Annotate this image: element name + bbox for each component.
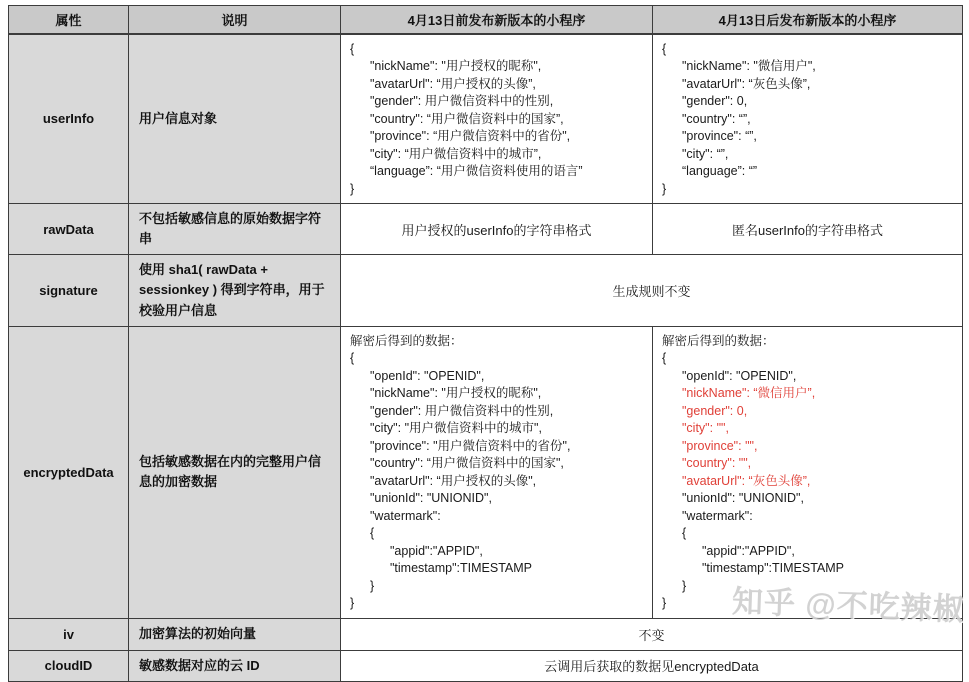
attribute-name-cell: signature [9,255,129,326]
merged-value-cell: 云调用后获取的数据见encryptedData [341,650,963,681]
before-code-cell [341,326,653,618]
code-line: "gender": 用户微信资料中的性别, [370,403,554,418]
code-line: "unionId": "UNIONID", [370,491,492,506]
header-after-april13: 4月13日后发布新版本的小程序 [653,6,963,34]
code-line: "province": "", [682,438,758,453]
attribute-name-cell: rawData [9,204,129,255]
code-line: "city": “用户微信资料中的城市”, [370,146,542,161]
code-line: } [370,578,375,593]
attribute-name-cell: userInfo [9,34,129,204]
code-line: { [682,526,687,541]
code-line: "country": “”, [682,111,751,126]
after-value-cell: 匿名userInfo的字符串格式 [653,204,963,255]
code-line: "country": “用户微信资料中的国家”, [370,111,564,126]
header-description: 说明 [129,6,341,34]
before-value-cell: 用户授权的userInfo的字符串格式 [341,204,653,255]
code-line: "timestamp":TIMESTAMP [390,561,532,576]
code-line: "gender": 0, [682,94,748,108]
code-line: "nickName": “微信用户”, [682,386,816,401]
code-line: 解密后得到的数据： [350,333,463,348]
merged-value-cell: 生成规则不变 [341,255,963,326]
description-cell: 敏感数据对应的云 ID [129,650,341,681]
code-line: } [350,181,355,196]
header-before-april13: 4月13日前发布新版本的小程序 [341,6,653,34]
code-line: } [682,578,687,593]
code-line: "appid":"APPID", [702,543,795,558]
description-cell: 包括敏感数据在内的完整用户信息的加密数据 [129,326,341,618]
code-line: "unionId": "UNIONID", [682,491,804,506]
table-row [9,255,963,326]
code-line: "watermark": [370,508,441,523]
table-row [9,618,963,650]
code-line: "timestamp":TIMESTAMP [702,561,844,576]
code-line: { [350,41,355,56]
code-line: “language”: “” [682,164,758,178]
description-cell: 用户信息对象 [129,34,341,204]
code-line: "city": "用户微信资料中的城市", [370,421,542,436]
table-row [9,204,963,255]
code-line: "nickName": "微信用户", [682,59,816,73]
code-line: } [350,596,355,611]
code-line: "city": "", [682,421,729,436]
header-attribute: 属性 [9,6,129,34]
attribute-name-cell: cloudID [9,650,129,681]
table-row [9,326,963,618]
code-line: "province": "用户微信资料中的省份", [370,438,571,453]
code-line: { [370,526,375,541]
before-code-cell [341,34,653,204]
code-line: "gender": 0, [682,403,748,418]
code-line: "nickName": "用户授权的昵称", [370,59,542,73]
code-line: "nickName": "用户授权的昵称", [370,386,542,401]
code-line: "avatarUrl": “灰色头像”, [682,76,811,91]
code-line: "city": “”, [682,146,729,161]
code-line: "openId": "OPENID", [682,368,797,383]
code-line: "province": “用户微信资料中的省份", [370,129,571,143]
code-line: “language”: “用户微信资料使用的语言” [370,164,583,178]
code-line: "avatarUrl": “用户授权的头像", [370,473,537,488]
attribute-name-cell: iv [9,618,129,650]
code-line: 解密后得到的数据： [662,333,775,348]
description-cell: 不包括敏感信息的原始数据字符串 [129,204,341,255]
code-line: } [662,596,667,611]
code-line: "avatarUrl": “灰色头像”, [682,473,811,488]
code-line: } [662,181,667,196]
code-line: { [350,351,355,366]
code-line: { [662,351,667,366]
code-line: "openId": "OPENID", [370,368,485,383]
code-line: "province": “”, [682,129,757,143]
attribute-name-cell: encryptedData [9,326,129,618]
header-row [9,6,963,34]
merged-value-cell: 不变 [341,618,963,650]
code-line: "avatarUrl": “用户授权的头像”, [370,76,536,91]
table-row [9,34,963,204]
code-line: { [662,41,667,56]
code-line: "gender": 用户微信资料中的性别, [370,94,554,108]
code-line: "country": "", [682,456,752,471]
description-cell: 加密算法的初始向量 [129,618,341,650]
table-body [9,34,966,682]
description-cell: 使用 sha1( rawData + sessionkey ) 得到字符串，用于校验用户信息 [129,255,341,326]
code-line: "appid":"APPID", [390,543,483,558]
code-line: "watermark": [682,508,753,523]
after-code-cell [653,326,963,618]
comparison-table [8,5,966,682]
zhihu-watermark: 知乎 @不吃辣椒 [731,583,966,628]
code-line: "country": “用户微信资料中的国家", [370,456,564,471]
table-row [9,650,963,681]
after-code-cell [653,34,963,204]
